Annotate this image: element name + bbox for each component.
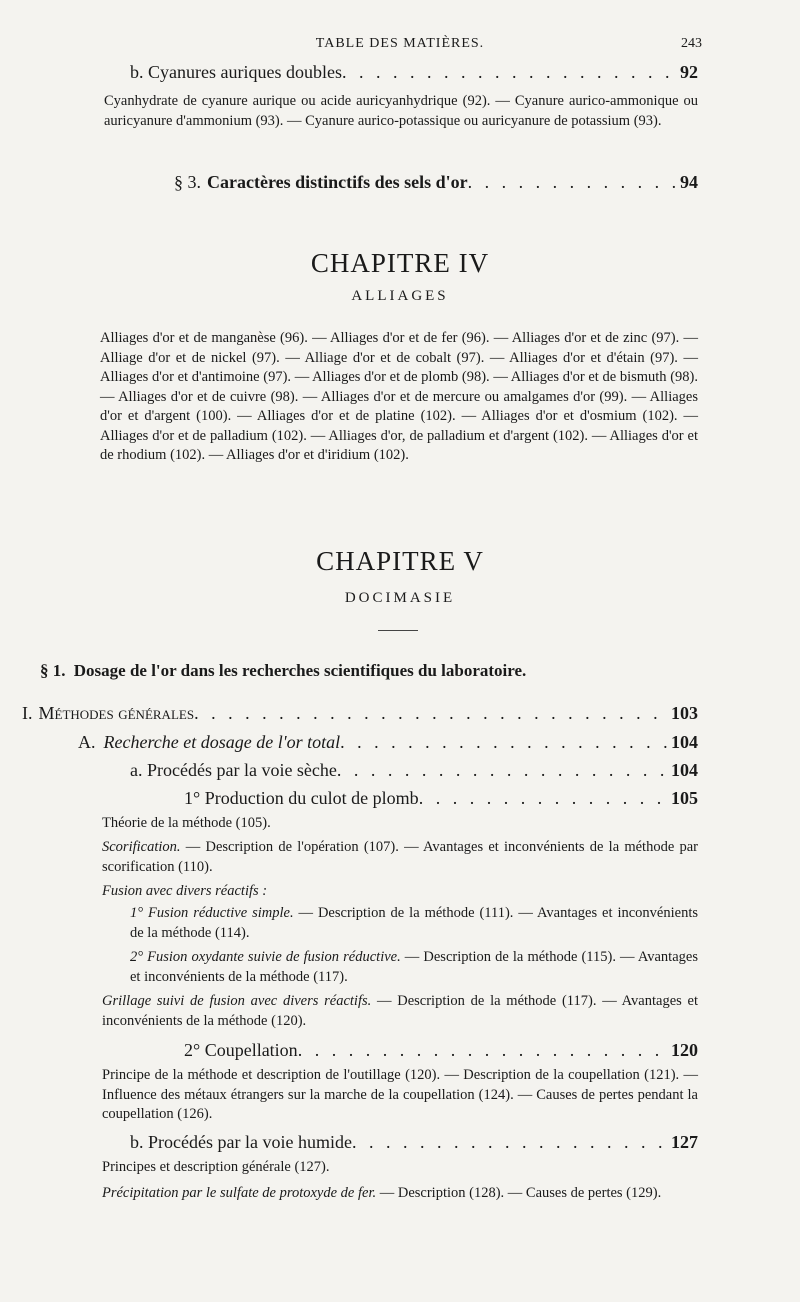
fusion-reductive-title: 1° Fusion réductive simple. <box>130 905 294 921</box>
toc-page: 94 <box>680 172 698 192</box>
toc-entry-coupellation <box>184 1040 698 1061</box>
alliages-paragraph: Alliages d'or et de manganèse (96). — Alliages d'or et de fer (96). — Alliages d'or et de zinc (97). — Alliage d'or et de nickel (97). — Alliage d'or et de cobalt (97). — Alliages d'or et d'étain (97). — Alliages d'or et d'antimoine (97). — Alliages d'or et de plomb (98). — Alliages d'or et de bismuth (98). — Alliages d'or et de cuivre (98). — Alliages d'or et de mercure ou amalgames d'or (99). — Alliages d'or et d'argent (100). — Alliages d'or et de platine (102). — Alliages d'or et d'osmium (102). — Alliages d'or et de palladium (102). — Alliages d'or, de palladium et d'argent (102). — Alliages d'or et de rhodium (102). — Alliages d'or et d'iridium (102). <box>100 330 698 463</box>
fusion-reductive-text: — Description de la méthode (111). — Avantages et inconvénients de la méthode (114). <box>130 905 698 941</box>
section-number: § 3. <box>174 172 201 192</box>
dot-leader <box>340 732 667 753</box>
toc-page: 92 <box>680 62 698 82</box>
running-header-title: TABLE DES MATIÈRES. <box>315 36 485 51</box>
dot-leader <box>342 62 676 83</box>
toc-page: 105 <box>671 788 698 808</box>
precipitation-paragraph <box>102 1184 698 1204</box>
dot-leader <box>337 760 667 781</box>
toc-page: 104 <box>671 760 698 780</box>
toc-page: 103 <box>671 703 698 723</box>
dot-leader <box>298 1040 667 1061</box>
toc-label: 2° Coupellation <box>184 1040 298 1060</box>
toc-entry-section-3 <box>174 172 698 193</box>
toc-entry-culot-plomb <box>184 788 698 809</box>
page-number: 243 <box>681 36 702 51</box>
toc-label: Méthodes générales <box>38 703 195 723</box>
grillage-title: Grillage suivi de fusion avec divers réactifs. <box>102 993 372 1009</box>
toc-entry-methodes-generales <box>22 703 698 724</box>
section-label: Dosage de l'or dans les recherches scientifiques du laboratoire. <box>73 661 527 680</box>
section-1-heading <box>40 661 740 681</box>
toc-entry-voie-seche <box>130 760 698 781</box>
scorification-paragraph <box>102 838 698 877</box>
fusion-oxydante-title: 2° Fusion oxydante suivie de fusion réductive. <box>130 949 401 965</box>
toc-label: b. Cyanures auriques doubles <box>130 62 342 82</box>
grillage-text: — Description de la méthode (117). — Avantages et inconvénients de la méthode (120). <box>102 993 698 1029</box>
toc-label: Caractères distinctifs des sels d'or <box>207 172 468 192</box>
toc-label: 1° Production du culot de plomb <box>184 788 419 808</box>
chapter-5-subtitle: DOCIMASIE <box>344 590 456 606</box>
chapter-5-title: CHAPITRE V <box>316 546 484 576</box>
toc-entry-recherche-dosage <box>78 732 698 753</box>
toc-label: b. Procédés par la voie humide <box>130 1132 352 1152</box>
fusion-title: Fusion avec divers réactifs : <box>102 883 268 899</box>
toc-number: A. <box>78 732 96 752</box>
cyanures-paragraph: Cyanhydrate de cyanure aurique ou acide auricyanhydrique (92). — Cyanure aurico-ammonique ou auricyanure d'ammonium (93). — Cyanure aurico-potassique ou auricyanure de potassium (93). <box>104 93 698 129</box>
toc-page: 127 <box>671 1132 698 1152</box>
precipitation-title: Précipitation par le sulfate de protoxyde de fer. <box>102 1185 377 1201</box>
fusion-heading <box>102 882 698 902</box>
dot-leader <box>194 703 667 724</box>
toc-number: I. <box>22 703 33 723</box>
coupellation-paragraph: Principe de la méthode et description de l'outillage (120). — Description de la coupellation (121). — Influence des métaux étrangers sur la marche de la coupellation (124). — Causes de pertes pendant la coupellation (126). <box>102 1067 698 1122</box>
grillage-paragraph <box>102 992 698 1031</box>
fusion-reductive-paragraph <box>130 904 698 943</box>
dot-leader <box>419 788 667 809</box>
toc-entry-voie-humide <box>130 1132 698 1153</box>
scorification-text: — Description de l'opération (107). — Avantages et inconvénients de la méthode par scorification (110). <box>102 839 698 875</box>
fusion-oxydante-paragraph <box>130 948 698 987</box>
toc-entry-cyanures-doubles <box>130 62 698 83</box>
toc-page: 120 <box>671 1040 698 1060</box>
fusion-oxydante-text: — Description de la méthode (115). — Avantages et inconvénients de la méthode (117). <box>130 949 698 985</box>
toc-label: a. Procédés par la voie sèche <box>130 760 337 780</box>
dot-leader <box>468 172 676 193</box>
theorie-line: Théorie de la méthode (105). <box>102 815 271 831</box>
toc-label: Recherche et dosage de l'or total <box>103 732 341 752</box>
dot-leader <box>352 1132 667 1153</box>
scorification-title: Scorification. <box>102 839 181 855</box>
precipitation-text: — Description (128). — Causes de pertes (129). <box>376 1185 662 1201</box>
principes-line: Principes et description générale (127). <box>102 1159 330 1175</box>
chapter-4-subtitle: ALLIAGES <box>351 288 449 304</box>
divider-rule <box>378 630 418 631</box>
section-number: § 1. <box>40 661 66 680</box>
toc-page: 104 <box>671 732 698 752</box>
chapter-4-title: CHAPITRE IV <box>310 248 490 278</box>
